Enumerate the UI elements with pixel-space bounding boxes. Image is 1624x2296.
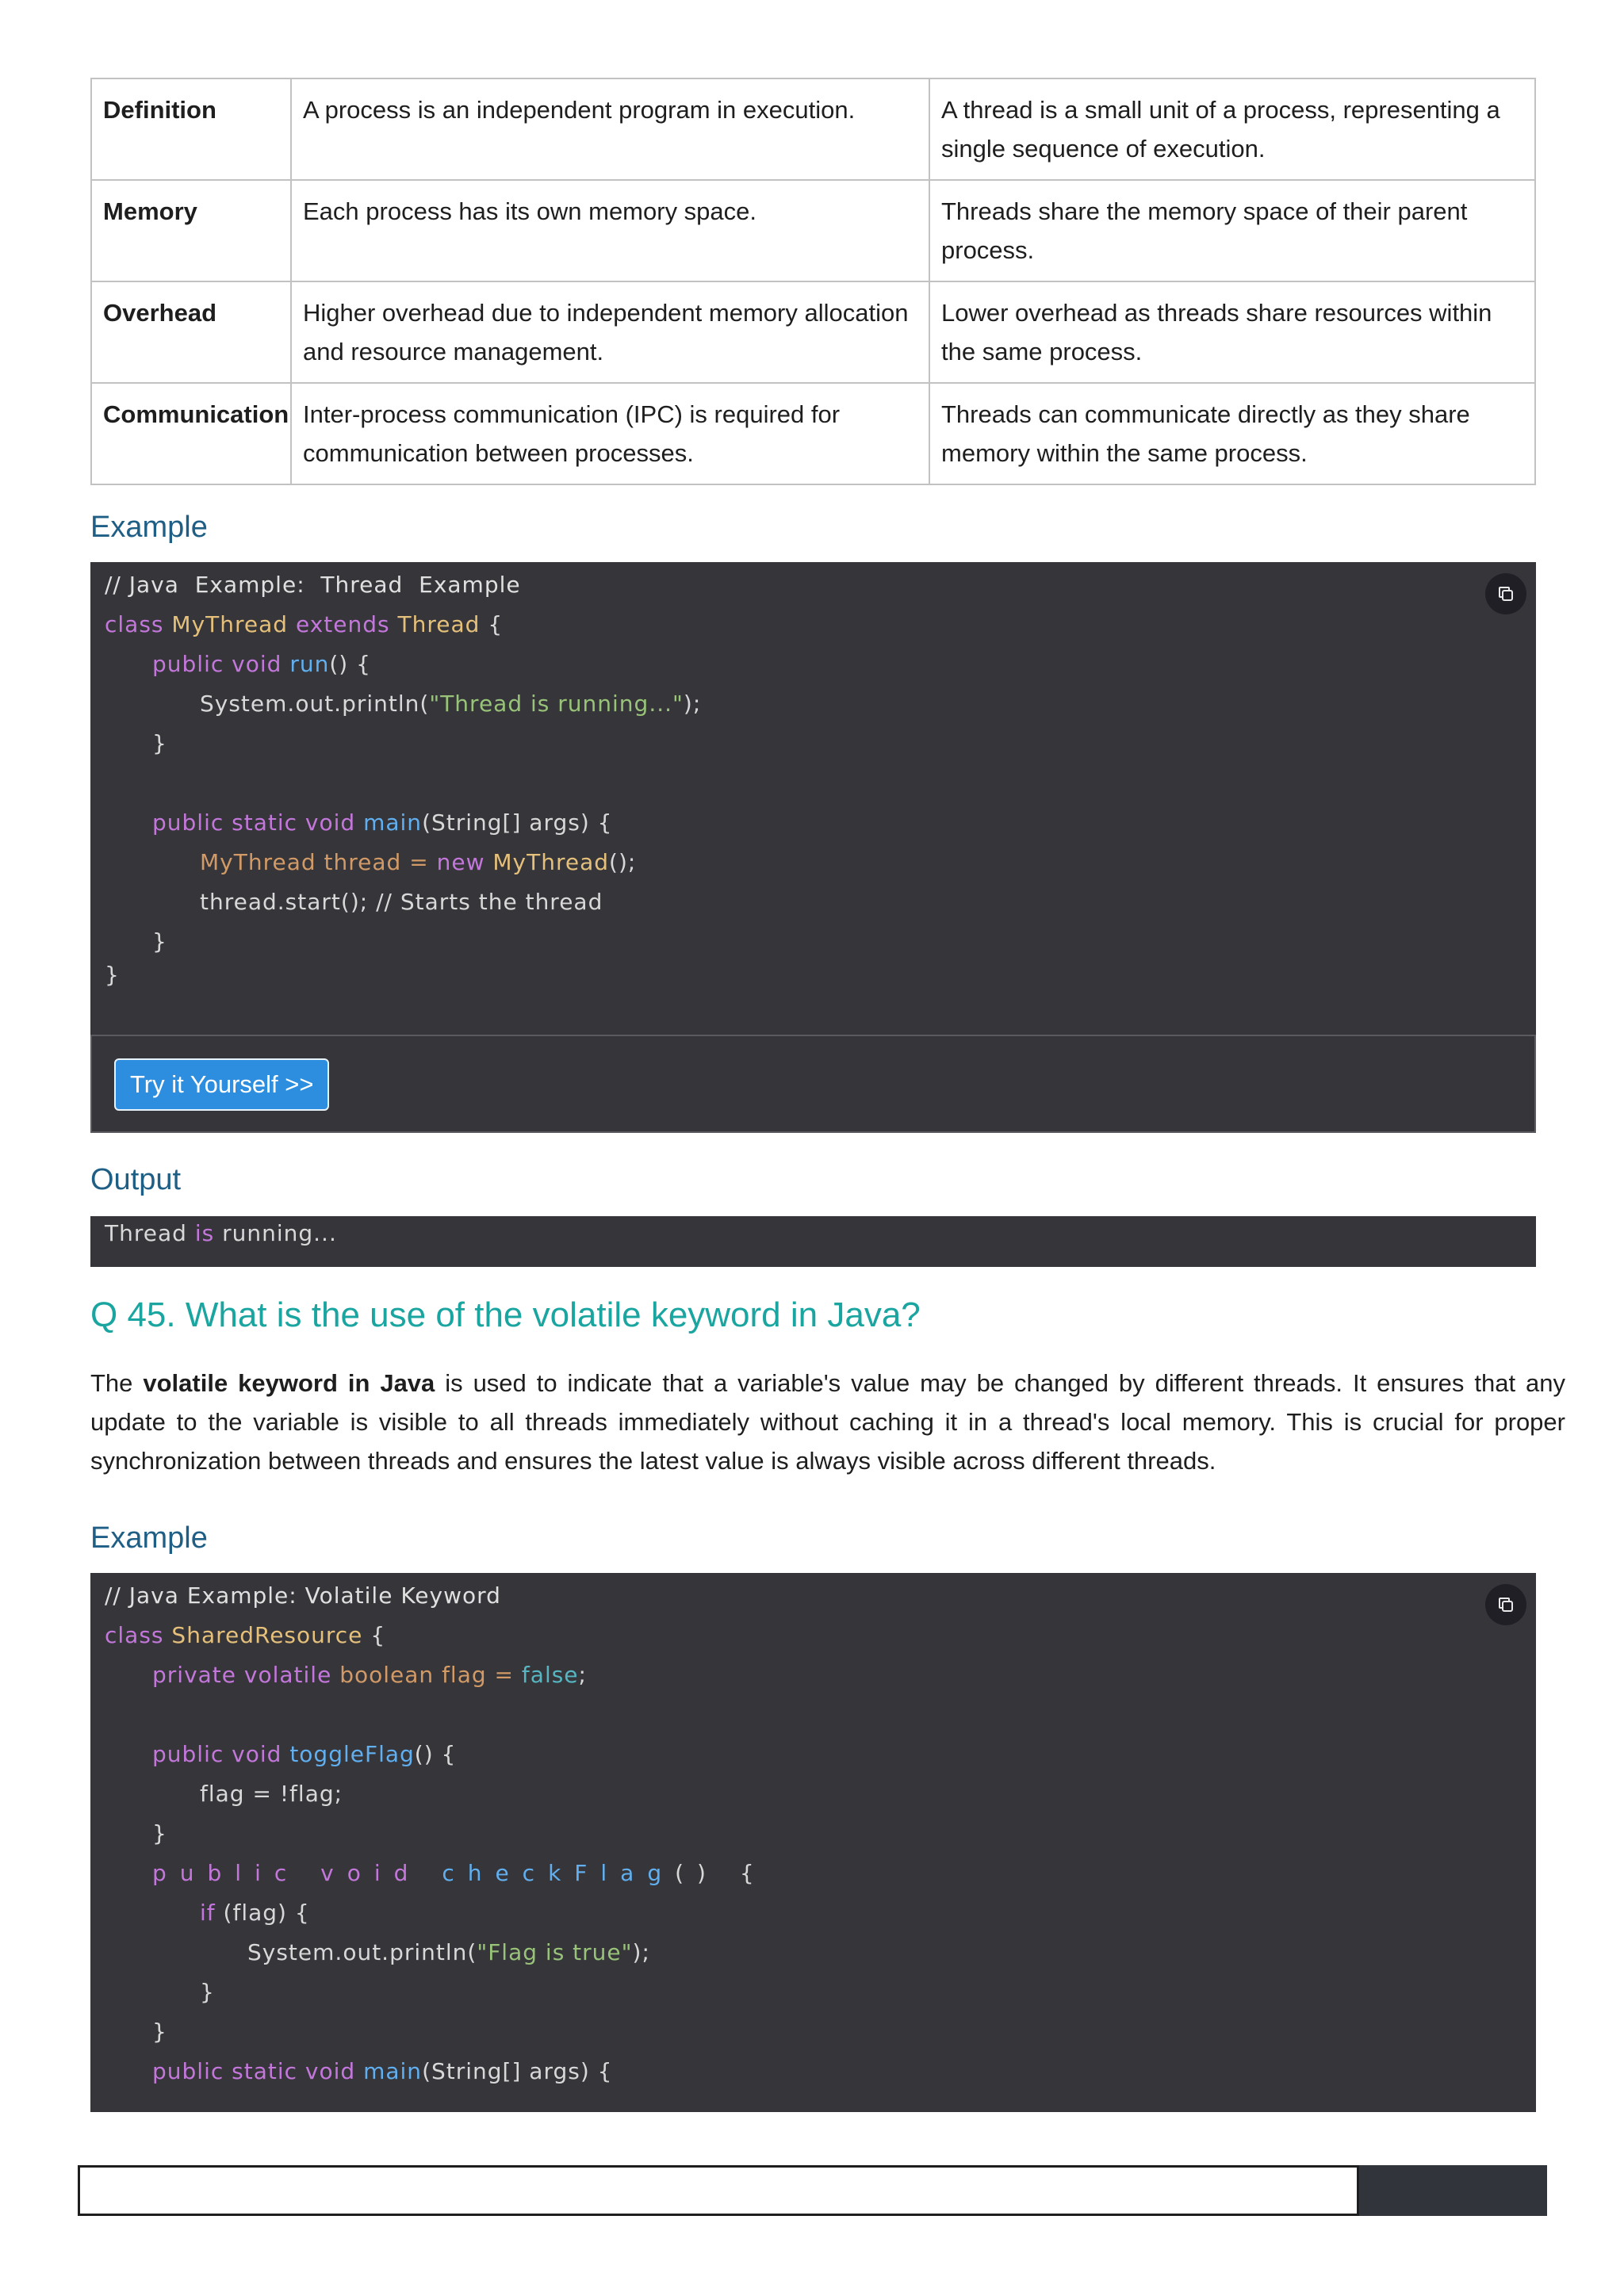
process-cell: Higher overhead due to independent memory allocation and resource management. [291,281,929,383]
row-label: Communication [91,383,291,484]
question-title: Q 45. What is the use of the volatile keyword in Java? [90,1295,921,1334]
comparison-table [90,78,1536,485]
code-line: System.out.println("Flag is true"); [247,1939,650,1965]
table-row [91,281,1535,383]
code-line: class MyThread extends Thread { [105,611,504,637]
output-heading: Output [90,1163,182,1196]
output-block: Thread is running... [90,1216,1536,1267]
code-line-blank [105,1695,1522,1735]
thread-cell: A thread is a small unit of a process, representing a single sequence of execution. [929,78,1535,180]
code-line: public void checkFlag() { [152,1860,768,1886]
code-line: } [152,928,167,955]
try-it-bar [90,1035,1536,1133]
example-heading: Example [90,511,208,544]
code-line: } [152,730,167,756]
code-line: class SharedResource { [105,1622,386,1648]
page-content [90,78,1565,2112]
table-row [91,383,1535,484]
code-line: public void run() { [152,651,371,677]
process-cell: Each process has its own memory space. [291,180,929,281]
code-comment: // Java Example: Thread Example [105,572,521,598]
code-line: } [152,1820,167,1846]
try-it-yourself-button[interactable]: Try it Yourself >> [114,1058,329,1111]
code-line: System.out.println("Thread is running..."); [200,691,702,717]
code-line: public static void main(String[] args) { [152,809,613,836]
process-cell: A process is an independent program in execution. [291,78,929,180]
footer-dark-block [1359,2165,1547,2216]
table-row [91,180,1535,281]
code-line: public void toggleFlag() { [152,1741,457,1767]
code-line: flag = !flag; [200,1781,343,1807]
thread-cell: Threads can communicate directly as they share memory within the same process. [929,383,1535,484]
code-line: thread.start(); // Starts the thread [200,889,603,915]
code-line-blank [105,763,1522,803]
footer-box [78,2165,1359,2216]
table-row [91,78,1535,180]
code-line: if (flag) { [200,1900,310,1926]
code-line: } [152,2019,167,2045]
process-cell: Inter-process communication (IPC) is required for communication between processes. [291,383,929,484]
code-line: public static void main(String[] args) { [152,2058,613,2084]
row-label: Memory [91,180,291,281]
code-line: private volatile boolean flag = false; [152,1662,587,1688]
example-heading: Example [90,1521,208,1555]
copy-icon [1496,1595,1515,1614]
code-block-thread [90,562,1536,1035]
code-line: MyThread thread = new MyThread(); [200,849,637,875]
copy-code-button[interactable] [1485,1584,1526,1625]
thread-cell: Threads share the memory space of their parent process. [929,180,1535,281]
code-block-volatile [90,1573,1536,2112]
question-paragraph: The volatile keyword in Java is used to indicate that a variable's value may be changed by different threads. It ensures that any update to the variable is visible to all threads immediately without caching it in a thread's local memory. This is crucial for proper synchronization between threads and ensures the latest value is always visible across different threads. [90,1369,1565,1475]
thread-cell: Lower overhead as threads share resources within the same process. [929,281,1535,383]
code-line: } [200,1979,215,2005]
row-label: Overhead [91,281,291,383]
copy-icon [1496,584,1515,603]
row-label: Definition [91,78,291,180]
code-line: } [105,962,120,988]
copy-code-button[interactable] [1485,573,1526,614]
code-comment: // Java Example: Volatile Keyword [105,1582,501,1609]
